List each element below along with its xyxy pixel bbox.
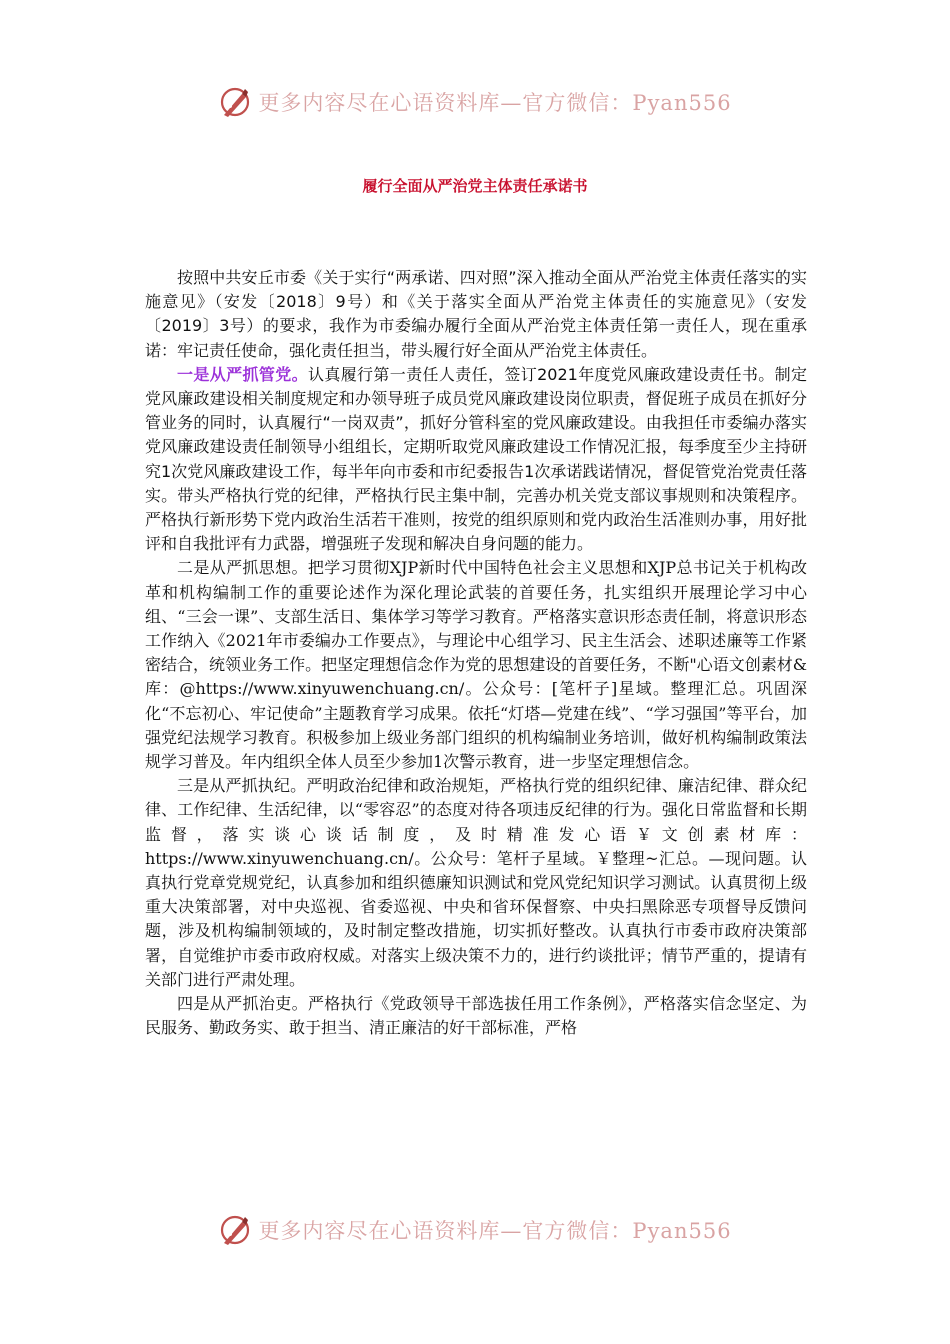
banner-text: 更多内容尽在心语资料库—官方微信：Pyan556 (258, 91, 732, 115)
footer-banner (0, 1210, 950, 1250)
section-4-paragraph: 四是从严抓治吏。严格执行《党政领导干部选拔任用工作条例》，严格落实信念坚定、为民服务、勤政务实、敢于担当、清正廉洁的好干部标准，严格 (145, 994, 807, 1038)
document-body (145, 266, 807, 1041)
banner-text: 更多内容尽在心语资料库—官方微信：Pyan556 (258, 1219, 732, 1243)
section-1-lead: 一是从严抓管党。 (177, 364, 308, 384)
intro-paragraph: 按照中共安丘市委《关于实行“两承诺、四对照”深入推动全面从严治党主体责任落实的实施意见》（安发〔2018〕9号）和《关于落实全面从严治党主体责任的实施意见》（安发〔2019〕3号）的要求，我作为市委编办履行全面从严治党主体责任第一责任人，现在重承诺：牢记责任使命，强化责任担当，带头履行好全面从严治党主体责任。 (145, 268, 807, 360)
pen-circle-logo-icon (218, 85, 252, 119)
section-1-paragraph (145, 363, 807, 557)
section-3-paragraph: 三是从严抓执纪。严明政治纪律和政治规矩，严格执行党的组织纪律、廉洁纪律、群众纪律、工作纪律、生活纪律，以“零容忍”的态度对待各项违反纪律的行为。强化日常监督和长期监督，落实谈心谈话制度，及时精准发心语￥文创素材库：https://www.xinyuwenchuang.cn/。公众号：笔杆子星域。￥整理~汇总。—现问题。认真执行党章党规党纪，认真参加和组织德廉知识测试和党风党纪知识学习测试。认真贯彻上级重大决策部署，对中央巡视、省委巡视、中央和省环保督察、中央扫黑除恶专项督导反馈问题，涉及机构编制领域的，及时制定整改措施，切实抓好整改。认真执行市委市政府决策部署，自觉维护市委市政府权威。对落实上级决策不力的，进行约谈批评；情节严重的，提请有关部门进行严肃处理。 (145, 776, 807, 989)
header-banner (0, 82, 950, 122)
pen-circle-logo-icon (218, 1213, 252, 1247)
section-2-paragraph: 二是从严抓思想。把学习贯彻XJP新时代中国特色社会主义思想和XJP总书记关于机构改革和机构编制工作的重要论述作为深化理论武装的首要任务，扎实组织开展理论学习中心组、“三会一课”、支部生活日、集体学习等学习教育。严格落实意识形态责任制，将意识形态工作纳入《2021年市委编办工作要点》，与理论中心组学习、民主生活会、述职述廉等工作紧密结合，统领业务工作。把坚定理想信念作为党的思想建设的首要任务，不断"心语文创素材&库：@https://www.xinyuwenchuang.cn/。公众号：[笔杆子]星域。整理汇总。巩固深化“不忘初心、牢记使命”主题教育学习成果。依托“灯塔—党建在线”、“学习强国”等平台，加强党纪法规学习教育。积极参加上级业务部门组织的机构编制业务培训，做好机构编制政策法规学习普及。年内组织全体人员至少参加1次警示教育，进一步坚定理想信念。 (145, 558, 807, 772)
document-title: 履行全面从严治党主体责任承诺书 (362, 177, 588, 195)
section-1-text: 认真履行第一责任人责任，签订2021年度党风廉政建设责任书。制定党风廉政建设相关制度规定和办领导班子成员党风廉政建设岗位职责，督促班子成员在抓好分管业务的同时，认真履行“一岗双责”，抓好分管科室的党风廉政建设。由我担任市委编办落实党风廉政建设责任制领导小组组长，定期听取党风廉政建设工作情况汇报，每季度至少主持研究1次党风廉政建设工作，每半年向市委和市纪委报告1次承诺践诺情况，督促管党治党责任落实。带头严格执行党的纪律，严格执行民主集中制，完善办机关党支部议事规则和决策程序。严格执行新形势下党内政治生活若干准则，按党的组织原则和党内政治生活准则办事，用好批评和自我批评有力武器，增强班子发现和解决自身问题的能力。 (145, 364, 807, 554)
